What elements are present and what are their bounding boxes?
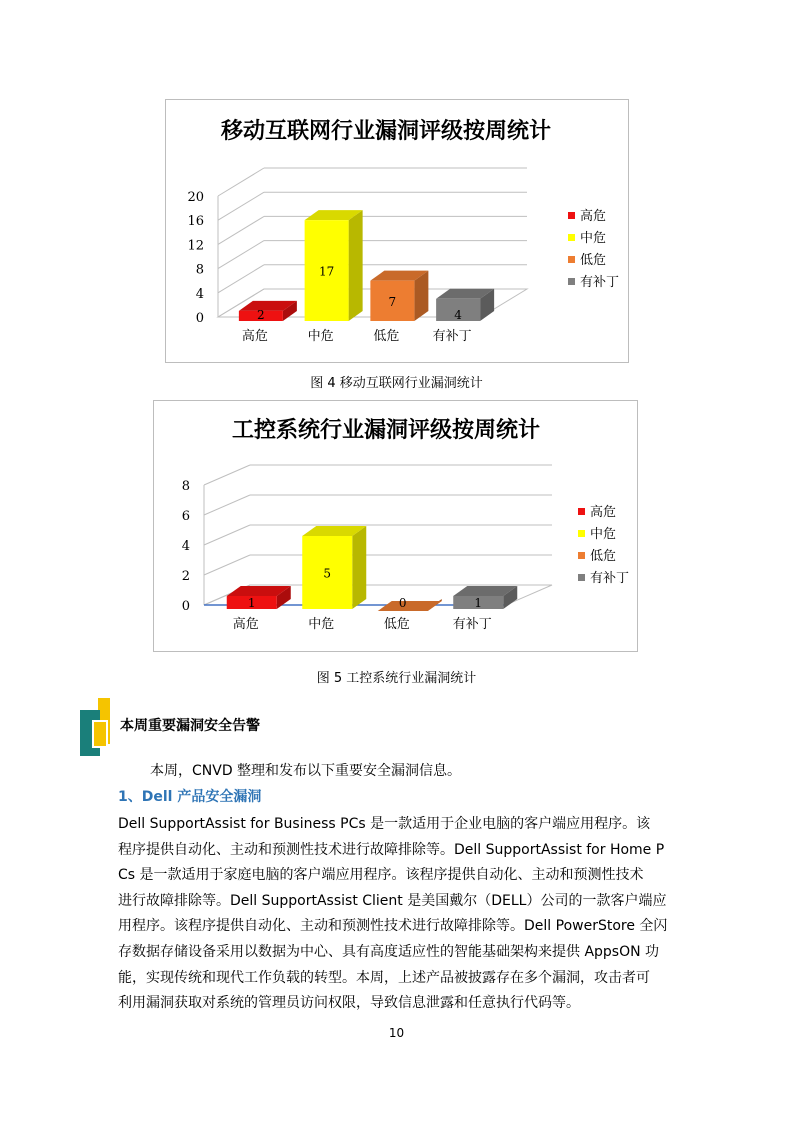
y-tick-label: 0 <box>181 599 190 614</box>
body-line: 进行故障排除等。Dell SupportAssist Client 是美国戴尔（DELL）公司的一款客户端应 <box>118 892 667 909</box>
bar-value-label: 1 <box>474 596 483 610</box>
bar-value-label: 1 <box>247 596 256 610</box>
gridline-diagonal <box>218 216 264 244</box>
bar-top <box>378 601 442 611</box>
x-category-label: 中危 <box>308 617 335 632</box>
body-paragraph <box>118 812 678 1017</box>
legend-label: 高危 <box>590 505 617 520</box>
legend-label: 中危 <box>580 231 607 246</box>
section-intro: 本周，CNVD 整理和发布以下重要安全漏洞信息。 <box>150 763 462 779</box>
gridline-diagonal <box>218 168 264 196</box>
figure-caption-5: 图 5 工控系统行业漏洞统计 <box>316 671 477 686</box>
x-category-label: 低危 <box>373 329 400 344</box>
y-tick-label: 8 <box>181 479 190 494</box>
legend-label: 有补丁 <box>580 275 620 290</box>
x-category-label: 高危 <box>232 617 259 632</box>
y-tick-label: 4 <box>195 286 204 302</box>
bar-value-label: 17 <box>318 264 335 279</box>
x-category-label: 有补丁 <box>432 329 472 344</box>
body-line: 程序提供自动化、主动和预测性技术进行故障排除等。Dell SupportAssist for Home P <box>118 841 665 858</box>
body-line: 利用漏洞获取对系统的管理员访问权限，导致信息泄露和任意执行代码等。 <box>118 995 580 1012</box>
y-tick-label: 12 <box>187 238 204 254</box>
legend-label: 低危 <box>590 549 617 564</box>
legend-swatch <box>568 256 575 263</box>
bar-value-label: 0 <box>398 596 407 610</box>
y-tick-label: 16 <box>187 214 204 230</box>
gridline-diagonal <box>204 555 250 575</box>
legend-swatch <box>578 508 585 515</box>
chart-industrial-control <box>153 400 638 652</box>
y-tick-label: 4 <box>181 539 190 554</box>
section-marker-icon <box>80 698 114 760</box>
y-tick-label: 0 <box>195 311 204 326</box>
x-category-label: 中危 <box>307 329 334 344</box>
section-title: 本周重要漏洞安全告警 <box>120 718 260 734</box>
legend-swatch <box>578 552 585 559</box>
body-line: 存数据存储设备采用以数据为中心、具有高度适应性的智能基础架构来提供 AppsON 功 <box>118 943 660 960</box>
x-category-label: 高危 <box>241 329 268 344</box>
body-line: Dell SupportAssist for Business PCs 是一款适用于企业电脑的客户端应用程序。该 <box>118 816 651 832</box>
chart-title: 工控系统行业漏洞评级按周统计 <box>231 418 541 443</box>
bar-side <box>349 210 363 321</box>
subheading-dell: 1、Dell 产品安全漏洞 <box>118 789 262 805</box>
chart-mobile-internet-svg <box>166 100 628 362</box>
chart-mobile-internet <box>165 99 629 363</box>
gridline-diagonal <box>218 192 264 220</box>
body-line: 能，实现传统和现代工作负载的转型。本周，上述产品被披露存在多个漏洞，攻击者可 <box>118 969 650 986</box>
y-tick-label: 2 <box>181 569 190 584</box>
bar-value-label: 4 <box>454 308 462 322</box>
bar-value-label: 5 <box>323 566 332 581</box>
x-category-label: 有补丁 <box>452 617 492 632</box>
legend-label: 低危 <box>580 253 607 268</box>
gridline-diagonal <box>204 525 250 545</box>
body-line: Cs 是一款适用于家庭电脑的客户端应用程序。该程序提供自动化、主动和预测性技术 <box>118 867 644 884</box>
legend-label: 高危 <box>580 209 607 224</box>
y-tick-label: 20 <box>187 190 204 205</box>
legend-swatch <box>578 574 585 581</box>
figure-caption-4: 图 4 移动互联网行业漏洞统计 <box>310 376 483 391</box>
y-tick-label: 6 <box>181 509 190 524</box>
chart-industrial-control-svg <box>154 401 637 651</box>
legend-swatch <box>568 212 575 219</box>
chart-title: 移动互联网行业漏洞评级按周统计 <box>220 119 552 144</box>
page-number: 10 <box>388 1026 405 1040</box>
x-category-label: 低危 <box>383 617 410 632</box>
legend-swatch <box>568 234 575 241</box>
bar-side <box>352 526 366 609</box>
gridline-diagonal <box>204 495 250 515</box>
legend-label: 中危 <box>590 527 617 542</box>
gridline-diagonal <box>218 265 264 293</box>
legend-swatch <box>568 278 575 285</box>
gridline-diagonal <box>218 241 264 269</box>
legend-label: 有补丁 <box>590 571 630 586</box>
bar-value-label: 7 <box>388 294 397 309</box>
y-tick-label: 8 <box>195 262 204 278</box>
body-line: 用程序。该程序提供自动化、主动和预测性技术进行故障排除等。Dell PowerStore 全闪 <box>118 918 668 935</box>
gridline-diagonal <box>204 465 250 485</box>
legend-swatch <box>578 530 585 537</box>
bar-value-label: 2 <box>257 308 265 322</box>
